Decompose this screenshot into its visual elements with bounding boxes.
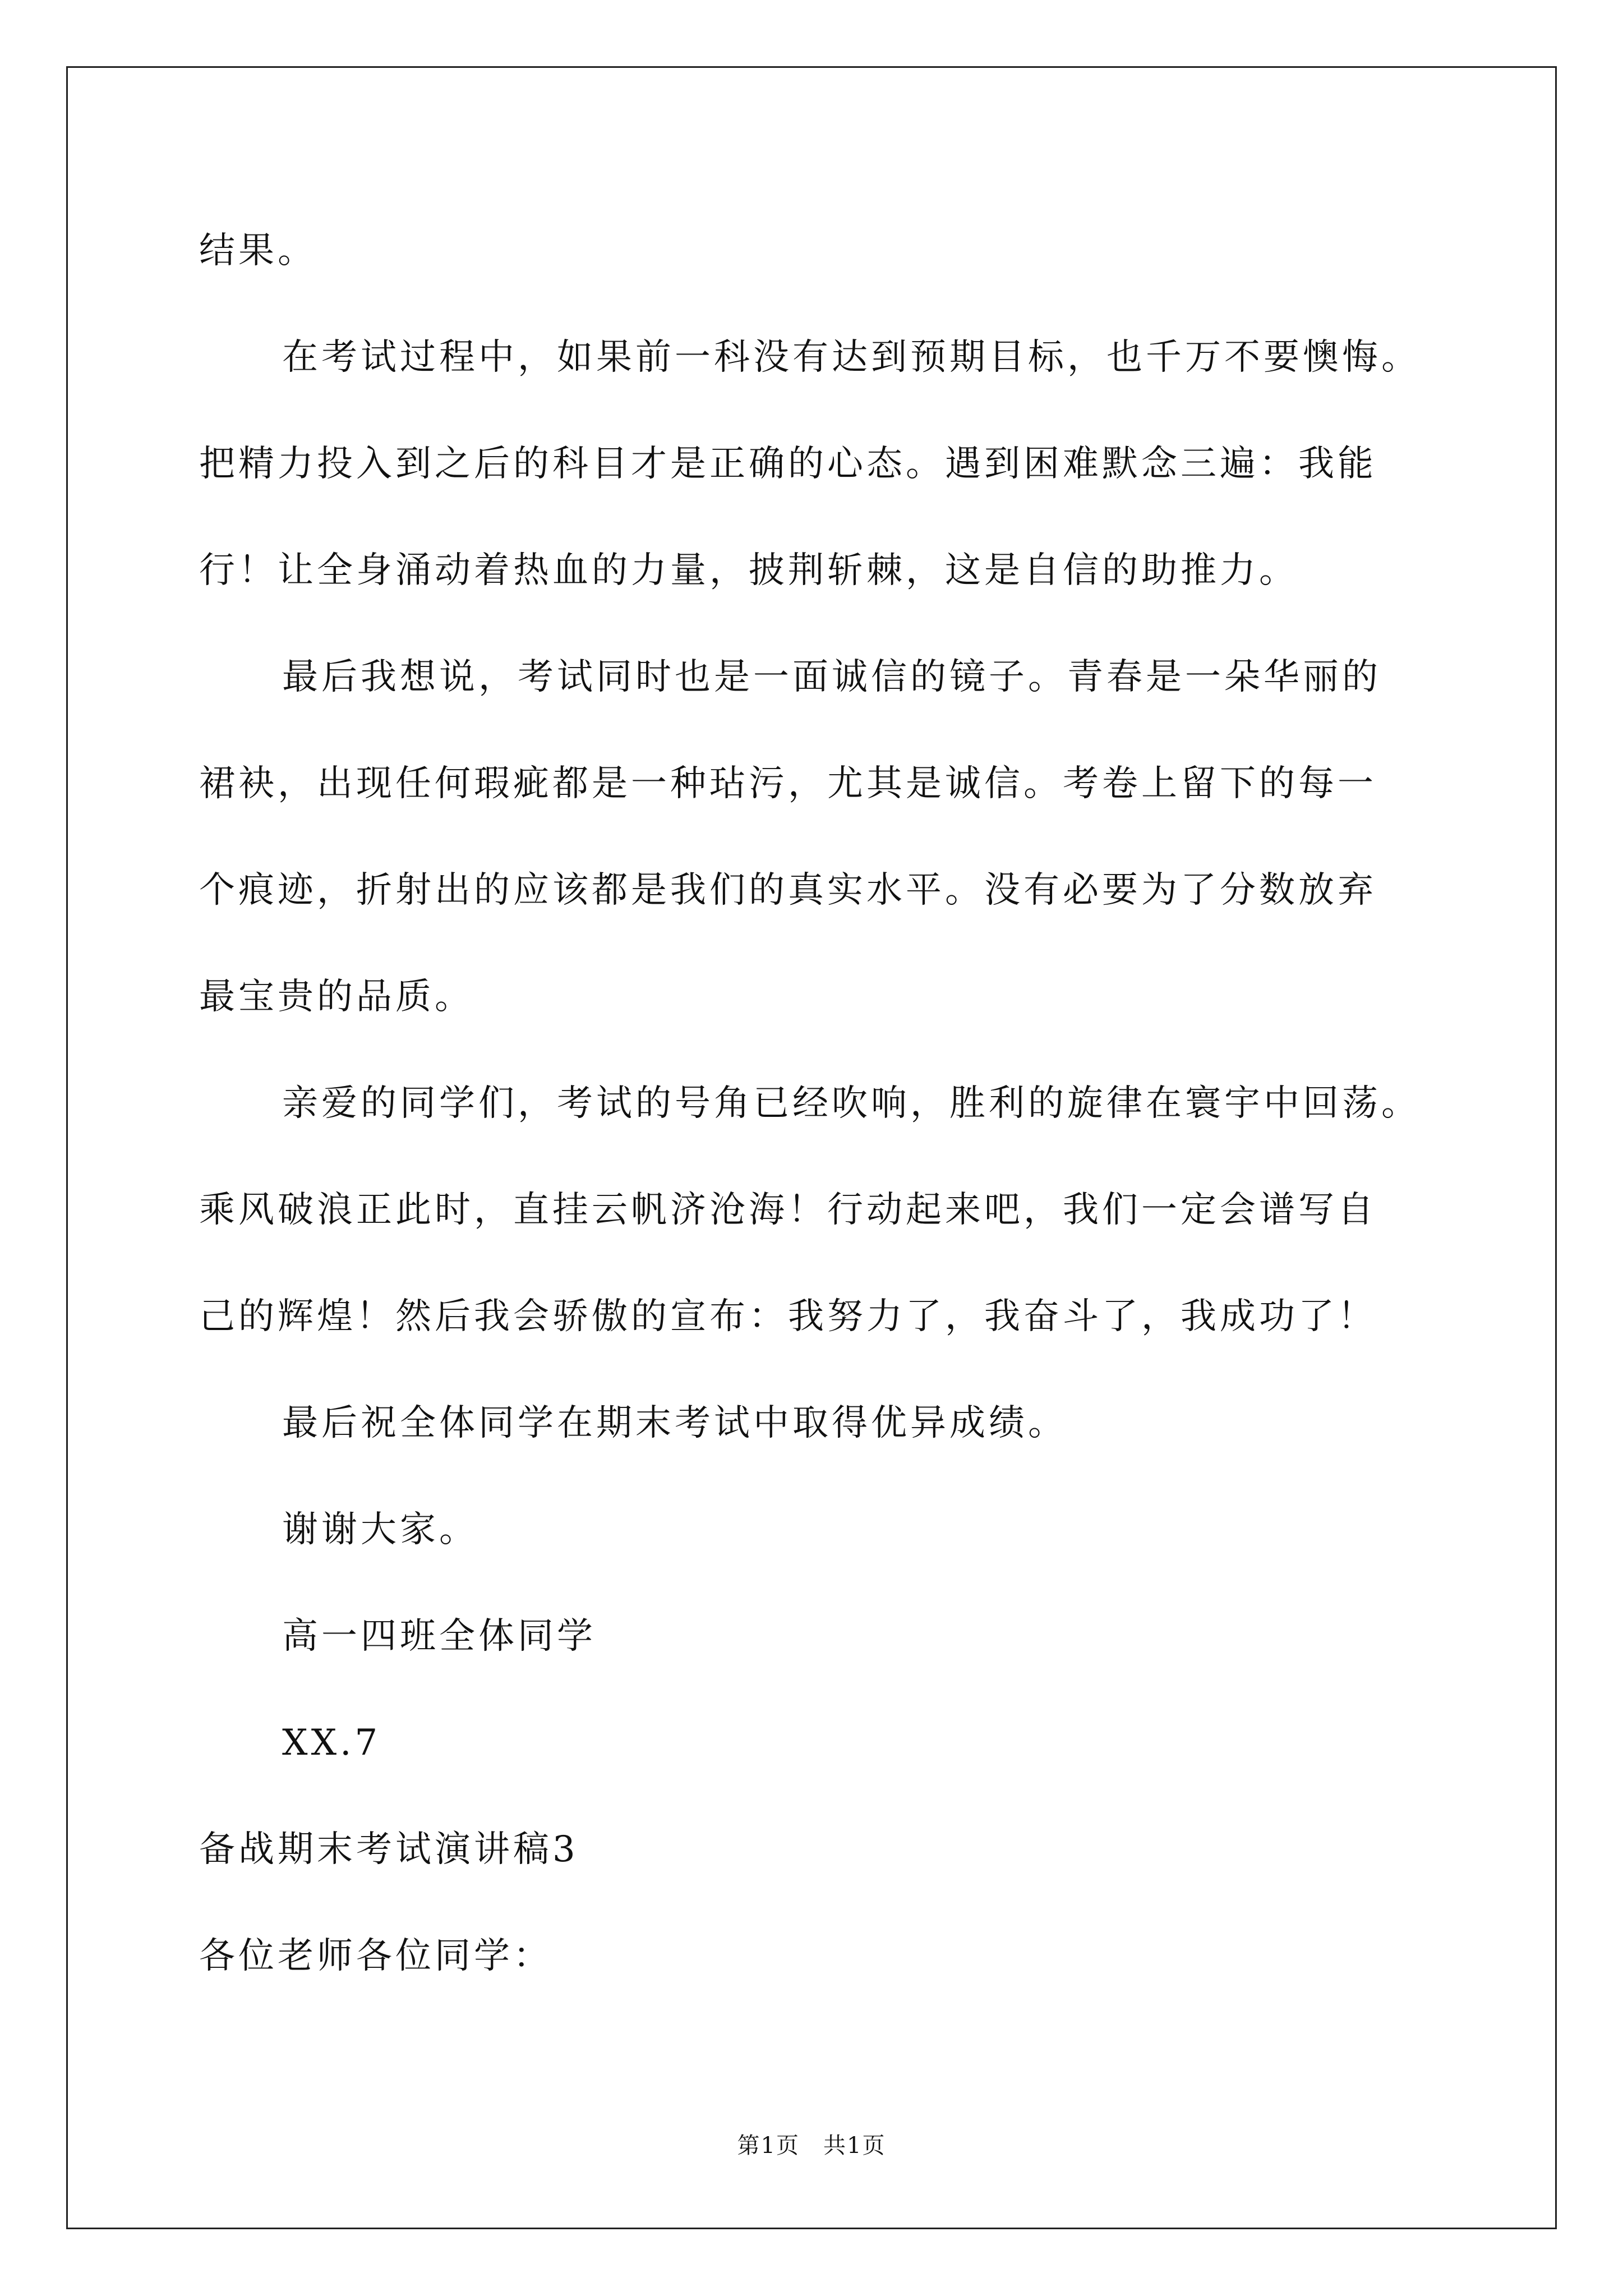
text-line: 乘风破浪正此时，直挂云帆济沧海！行动起来吧，我们一定会谱写自 [199, 1189, 1377, 1231]
text-line: 个痕迹，折射出的应该都是我们的真实水平。没有必要为了分数放弃 [199, 869, 1377, 911]
text-line: 最宝贵的品质。 [199, 976, 474, 1018]
salutation-line: 各位老师各位同学： [199, 1935, 552, 1977]
text-line: 己的辉煌！然后我会骄傲的宣布：我努力了，我奋斗了，我成功了！ [199, 1296, 1377, 1337]
section-heading: 备战期末考试演讲稿3 [199, 1829, 579, 1870]
page-number-footer: 第1页 共1页 [737, 2133, 886, 2159]
text-line: 把精力投入到之后的科目才是正确的心态。遇到困难默念三遍：我能 [199, 443, 1377, 485]
page-border [66, 66, 1557, 2229]
text-line: 最后祝全体同学在期末考试中取得优异成绩。 [282, 1402, 1067, 1444]
text-line: 结果。 [199, 230, 317, 272]
text-line: 最后我想说，考试同时也是一面诚信的镜子。青春是一朵华丽的 [282, 656, 1381, 698]
text-line: 在考试过程中，如果前一科没有达到预期目标，也千万不要懊悔。 [282, 337, 1421, 378]
text-line: 行！让全身涌动着热血的力量，披荆斩棘，这是自信的助推力。 [199, 550, 1298, 591]
text-line: 裙袂，出现任何瑕疵都是一种玷污，尤其是诚信。考卷上留下的每一 [199, 763, 1377, 804]
text-line: 亲爱的同学们，考试的号角已经吹响，胜利的旋律在寰宇中回荡。 [282, 1083, 1421, 1124]
signature-line: 高一四班全体同学 [282, 1616, 596, 1657]
text-line: 谢谢大家。 [282, 1509, 478, 1550]
date-line: XX.7 [282, 1722, 381, 1764]
